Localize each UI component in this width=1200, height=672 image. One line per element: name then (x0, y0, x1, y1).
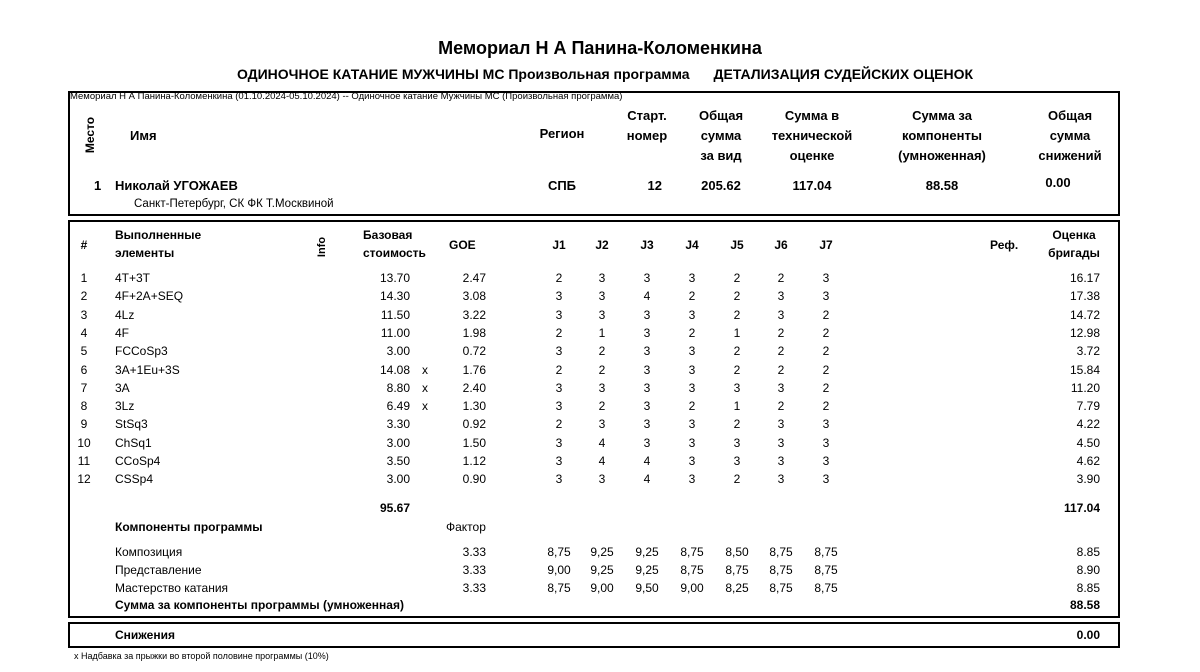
element-judge-2-score: 3 (598, 472, 606, 487)
base-value-total: 95.67 (379, 501, 410, 515)
element-judge-6-score: 3 (777, 289, 785, 304)
element-name: 4F+2A+SEQ (115, 289, 184, 304)
element-base-value: 13.70 (379, 271, 410, 285)
element-judge-1-score: 2 (555, 417, 563, 432)
component-name: Представление (115, 563, 202, 577)
subtitle-report: ДЕТАЛИЗАЦИЯ СУДЕЙСКИХ ОЦЕНОК (713, 66, 974, 82)
deductions-label: Снижения (115, 628, 175, 642)
element-panel-score: 15.84 (1069, 362, 1100, 377)
element-judge-4-score: 2 (688, 399, 696, 414)
element-judge-4-score: 2 (688, 289, 696, 304)
element-number: 5 (80, 344, 88, 359)
element-name: 4Lz (115, 307, 135, 322)
pcs-header: Сумма за компоненты (умноженная) (898, 108, 986, 163)
element-row (70, 434, 1118, 453)
element-judge-2-score: 1 (598, 325, 606, 340)
element-number: 11 (77, 454, 91, 468)
element-judge-1-score: 3 (555, 472, 563, 487)
element-base-value: 14.08 (379, 362, 410, 377)
element-judge-4-score: 3 (688, 362, 696, 377)
skater-name: Николай УГОЖАЕВ (115, 178, 238, 193)
element-name: StSq3 (115, 417, 148, 432)
element-goe: 2.47 (462, 271, 486, 285)
element-judge-1-score: 2 (555, 271, 563, 285)
element-name: CSSp4 (115, 472, 154, 487)
element-row (70, 342, 1118, 361)
name-header: Имя (130, 128, 157, 143)
element-judge-3-score: 3 (643, 417, 651, 432)
element-goe: 0.72 (462, 344, 486, 359)
element-judge-3-score: 3 (643, 325, 651, 340)
component-row (70, 561, 1118, 580)
element-bonus-mark: x (422, 362, 428, 377)
component-judge-4-score: 8,75 (680, 545, 704, 559)
element-judge-7-score: 3 (822, 435, 830, 450)
element-judge-2-score: 2 (598, 362, 606, 377)
element-panel-score: 12.98 (1069, 325, 1100, 340)
element-bonus-mark: x (422, 380, 428, 395)
element-base-value: 8.80 (386, 380, 410, 395)
element-goe: 0.90 (462, 472, 486, 487)
element-row (70, 324, 1118, 343)
element-panel-score: 16.17 (1069, 271, 1100, 285)
element-goe: 0.92 (462, 417, 486, 432)
j1-header: J1 (552, 238, 566, 252)
element-judge-6-score: 2 (777, 325, 785, 340)
element-judge-7-score: 3 (822, 454, 830, 468)
element-judge-3-score: 4 (643, 289, 651, 304)
element-judge-1-score: 3 (555, 380, 563, 395)
element-judge-6-score: 2 (777, 271, 785, 285)
footnote: x Надбавка за прыжки во второй половине программы (10%) (74, 651, 329, 661)
element-name: 3A+1Eu+3S (115, 362, 180, 377)
element-judge-6-score: 3 (777, 417, 785, 432)
element-base-value: 3.50 (386, 454, 410, 468)
element-number: 12 (77, 472, 91, 487)
component-factor: 3.33 (462, 545, 486, 559)
component-judge-4-score: 9,00 (680, 581, 704, 595)
skater-region: СПБ (547, 178, 577, 193)
element-judge-1-score: 2 (555, 362, 563, 377)
element-row (70, 397, 1118, 416)
element-judge-7-score: 2 (822, 380, 830, 395)
element-goe: 1.76 (462, 362, 486, 377)
component-judge-4-score: 8,75 (680, 563, 704, 577)
element-judge-5-score: 3 (733, 454, 741, 468)
element-judge-1-score: 3 (555, 289, 563, 304)
element-goe: 1.12 (462, 454, 486, 468)
component-panel-score: 8.85 (1076, 545, 1100, 559)
component-judge-5-score: 8,50 (725, 545, 749, 559)
element-judge-5-score: 2 (733, 289, 741, 304)
element-judge-1-score: 3 (555, 399, 563, 414)
goe-header: GOE (449, 238, 476, 252)
total-score-header: Общая сумма за вид (698, 108, 744, 163)
component-judge-1-score: 8,75 (547, 581, 571, 595)
j4-header: J4 (685, 238, 699, 252)
element-judge-1-score: 3 (555, 454, 563, 468)
element-judge-5-score: 1 (733, 325, 741, 340)
page-subtitle (0, 66, 1200, 82)
component-factor: 3.33 (462, 563, 486, 577)
element-panel-score: 4.62 (1076, 454, 1100, 468)
element-judge-2-score: 4 (598, 454, 606, 468)
element-judge-6-score: 3 (777, 435, 785, 450)
element-panel-score: 3.90 (1076, 472, 1100, 487)
element-row (70, 287, 1118, 306)
element-judge-5-score: 3 (733, 380, 741, 395)
element-judge-7-score: 3 (822, 271, 830, 285)
element-judge-6-score: 3 (777, 472, 785, 487)
element-row (70, 470, 1118, 489)
referee-header: Реф. (990, 238, 1019, 252)
component-judge-2-score: 9,25 (590, 563, 614, 577)
num-header: # (80, 238, 88, 252)
base-value-header: Базовая стоимость (363, 228, 426, 260)
element-panel-score: 14.72 (1069, 307, 1100, 322)
element-panel-score: 7.79 (1076, 399, 1100, 414)
element-goe: 2.40 (462, 380, 486, 395)
deductions-value: 0.00 (1076, 628, 1100, 642)
element-base-value: 3.30 (386, 417, 410, 432)
element-judge-3-score: 3 (643, 344, 651, 359)
element-base-value: 14.30 (379, 289, 410, 304)
component-name: Мастерство катания (115, 581, 229, 595)
element-judge-2-score: 4 (598, 435, 606, 450)
element-row (70, 415, 1118, 434)
panel-score-header: Оценка бригады (1048, 228, 1100, 260)
element-judge-1-score: 3 (555, 435, 563, 450)
element-judge-4-score: 3 (688, 307, 696, 322)
component-panel-score: 8.90 (1076, 563, 1100, 577)
element-judge-2-score: 3 (598, 380, 606, 395)
element-bonus-mark: x (422, 399, 428, 414)
element-goe: 3.22 (462, 307, 486, 322)
element-judge-4-score: 2 (688, 325, 696, 340)
skater-total-score: 205.62 (701, 178, 741, 193)
element-judge-7-score: 3 (822, 417, 830, 432)
element-judge-3-score: 4 (643, 472, 651, 487)
element-base-value: 6.49 (386, 399, 410, 414)
component-judge-6-score: 8,75 (769, 545, 793, 559)
element-judge-5-score: 2 (733, 362, 741, 377)
components-total-label: Сумма за компоненты программы (умноженная) (115, 598, 404, 612)
element-judge-1-score: 2 (555, 325, 563, 340)
j7-header: J7 (819, 238, 833, 252)
element-goe: 1.30 (462, 399, 486, 414)
element-judge-7-score: 2 (822, 399, 830, 414)
element-panel-score: 11.20 (1070, 380, 1100, 395)
element-row (70, 306, 1118, 325)
element-judge-2-score: 3 (598, 417, 606, 432)
skater-club: Санкт-Петербург, СК ФК Т.Москвиной (134, 198, 334, 210)
element-judge-4-score: 3 (688, 435, 696, 450)
component-judge-7-score: 8,75 (814, 563, 838, 577)
element-number: 6 (80, 362, 88, 377)
element-name: CCoSp4 (115, 454, 161, 468)
skater-place: 1 (94, 178, 102, 193)
element-judge-2-score: 3 (598, 307, 606, 322)
j6-header: J6 (774, 238, 788, 252)
element-name: 4T+3T (115, 271, 151, 285)
deductions-box (68, 622, 1120, 648)
element-judge-2-score: 3 (598, 271, 606, 285)
skater-tes: 117.04 (792, 178, 832, 193)
element-base-value: 3.00 (386, 472, 410, 487)
component-judge-7-score: 8,75 (814, 581, 838, 595)
element-judge-6-score: 3 (777, 454, 785, 468)
component-judge-2-score: 9,00 (590, 581, 614, 595)
element-judge-3-score: 4 (643, 454, 651, 468)
element-goe: 1.50 (462, 435, 486, 450)
component-judge-6-score: 8,75 (769, 563, 793, 577)
component-judge-7-score: 8,75 (814, 545, 838, 559)
element-judge-5-score: 2 (733, 344, 741, 359)
start-number-header: Старт. номер (626, 108, 668, 143)
element-judge-4-score: 3 (688, 380, 696, 395)
component-judge-6-score: 8,75 (769, 581, 793, 595)
element-judge-5-score: 2 (733, 307, 741, 322)
element-judge-1-score: 3 (555, 344, 563, 359)
element-judge-7-score: 3 (822, 472, 830, 487)
element-name: 4F (115, 325, 130, 340)
component-row (70, 579, 1118, 598)
element-judge-4-score: 3 (688, 344, 696, 359)
element-judge-6-score: 2 (777, 362, 785, 377)
element-base-value: 3.00 (386, 344, 410, 359)
element-number: 2 (80, 289, 88, 304)
j2-header: J2 (595, 238, 609, 252)
element-name: 3A (115, 380, 130, 395)
element-judge-6-score: 2 (777, 399, 785, 414)
elements-header: Выполненные элементы (115, 228, 202, 260)
component-panel-score: 8.85 (1076, 581, 1100, 595)
j3-header: J3 (640, 238, 654, 252)
element-name: ChSq1 (115, 435, 152, 450)
component-row (70, 543, 1118, 562)
component-judge-3-score: 9,50 (635, 581, 659, 595)
element-panel-score: 4.50 (1076, 435, 1100, 450)
subtitle-event: ОДИНОЧНОЕ КАТАНИЕ МУЖЧИНЫ МС Произвольная программа (236, 66, 690, 82)
component-judge-1-score: 8,75 (547, 545, 571, 559)
element-judge-2-score: 2 (598, 344, 606, 359)
element-judge-7-score: 2 (822, 362, 830, 377)
element-number: 1 (80, 271, 88, 285)
region-header: Регион (539, 126, 585, 141)
element-judge-3-score: 3 (643, 307, 651, 322)
component-judge-1-score: 9,00 (547, 563, 571, 577)
page-title: Мемориал Н А Панина-Коломенкина (438, 38, 762, 58)
tes-header: Сумма в технической оценке (771, 108, 853, 163)
element-judge-2-score: 3 (598, 289, 606, 304)
element-name: 3Lz (115, 399, 135, 414)
element-judge-3-score: 3 (643, 399, 651, 414)
element-name: FCCoSp3 (115, 344, 168, 359)
skater-deductions: 0.00 (1045, 175, 1071, 190)
component-judge-2-score: 9,25 (590, 545, 614, 559)
element-panel-score: 4.22 (1076, 417, 1100, 432)
element-judge-5-score: 1 (733, 399, 741, 414)
element-judge-1-score: 3 (555, 307, 563, 322)
component-judge-3-score: 9,25 (635, 563, 659, 577)
skater-start-number: 12 (647, 178, 662, 193)
element-goe: 1.98 (462, 325, 486, 340)
element-judge-4-score: 3 (688, 454, 696, 468)
component-name: Композиция (115, 545, 183, 559)
element-judge-6-score: 3 (777, 380, 785, 395)
element-row (70, 361, 1118, 380)
element-judge-3-score: 3 (643, 435, 651, 450)
element-goe: 3.08 (462, 289, 486, 304)
j5-header: J5 (730, 238, 744, 252)
component-judge-5-score: 8,75 (725, 563, 749, 577)
element-judge-4-score: 3 (688, 472, 696, 487)
components-total: 88.58 (1069, 598, 1100, 612)
element-judge-5-score: 3 (733, 435, 741, 450)
element-panel-score: 3.72 (1076, 344, 1100, 359)
element-judge-7-score: 2 (822, 307, 830, 322)
element-number: 3 (80, 307, 88, 322)
event-caption: Мемориал Н А Панина-Коломенкина (01.10.2024-05.10.2024) -- Одиночное катание Мужчины МС (Произвольная программа) (70, 91, 623, 102)
component-judge-5-score: 8,25 (725, 581, 749, 595)
element-judge-4-score: 3 (688, 417, 696, 432)
element-judge-3-score: 3 (643, 271, 651, 285)
component-judge-3-score: 9,25 (635, 545, 659, 559)
place-header: Место (83, 116, 97, 154)
element-judge-7-score: 2 (822, 344, 830, 359)
element-number: 9 (80, 417, 88, 432)
element-number: 8 (80, 399, 88, 414)
deductions-header: Общая сумма снижений (1038, 108, 1102, 163)
element-base-value: 11.00 (380, 325, 410, 340)
element-row (70, 452, 1118, 471)
info-header: Info (316, 236, 328, 258)
element-row (70, 379, 1118, 398)
element-judge-2-score: 2 (598, 399, 606, 414)
element-judge-6-score: 3 (777, 307, 785, 322)
element-base-value: 11.50 (380, 307, 410, 322)
element-panel-score: 17.38 (1069, 289, 1100, 304)
element-judge-5-score: 2 (733, 417, 741, 432)
element-row (70, 269, 1118, 288)
element-number: 7 (80, 380, 88, 395)
element-judge-3-score: 3 (643, 362, 651, 377)
components-header: Компоненты программы (115, 520, 263, 534)
element-judge-7-score: 2 (822, 325, 830, 340)
element-judge-6-score: 2 (777, 344, 785, 359)
element-judge-3-score: 3 (643, 380, 651, 395)
skater-pcs: 88.58 (925, 178, 959, 193)
element-number: 4 (80, 325, 88, 340)
element-number: 10 (77, 435, 91, 450)
element-judge-5-score: 2 (733, 472, 741, 487)
factor-header: Фактор (446, 520, 486, 534)
element-judge-4-score: 3 (688, 271, 696, 285)
tes-total: 117.04 (1063, 501, 1100, 515)
element-base-value: 3.00 (386, 435, 410, 450)
component-factor: 3.33 (462, 581, 486, 595)
element-judge-7-score: 3 (822, 289, 830, 304)
element-judge-5-score: 2 (733, 271, 741, 285)
